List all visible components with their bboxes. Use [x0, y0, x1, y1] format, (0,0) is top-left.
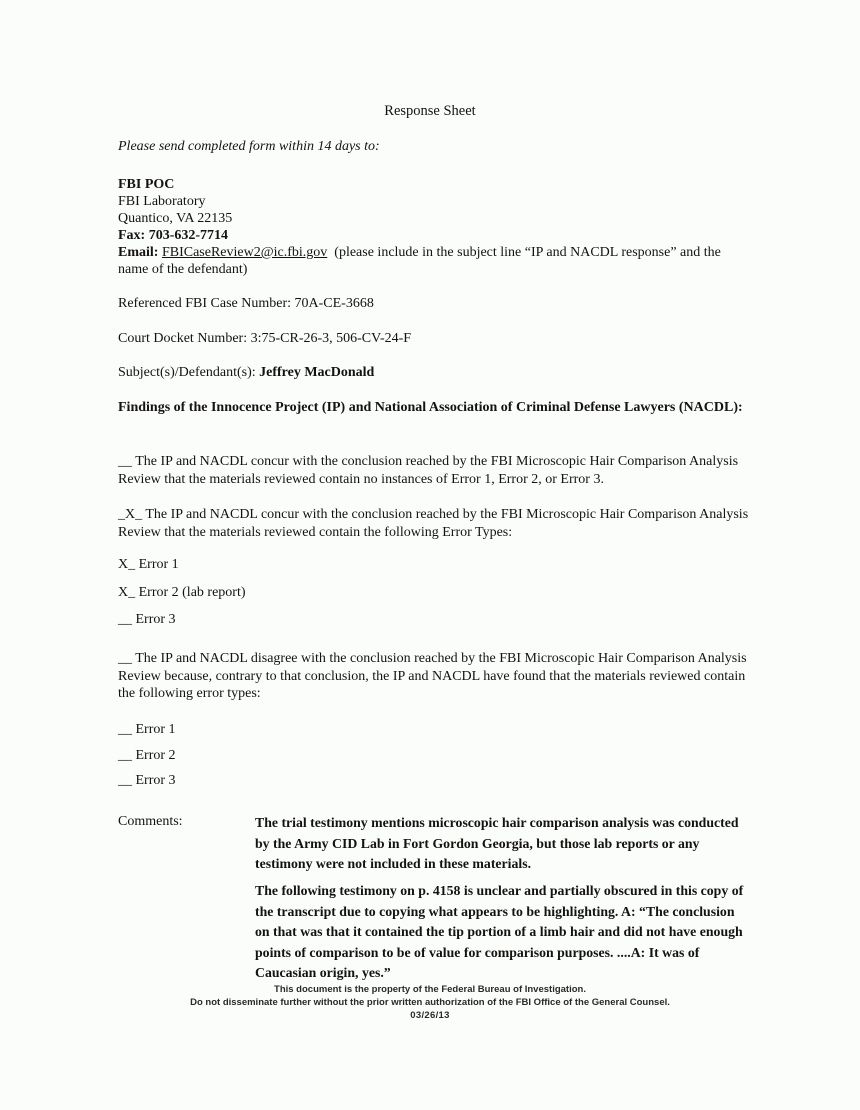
contact-org: FBI Laboratory [118, 194, 206, 209]
concur-error-list [118, 556, 750, 639]
subject-line [118, 364, 750, 382]
footer-notice [0, 983, 860, 1022]
subject-label: Subject(s)/Defendant(s): [118, 365, 256, 380]
case-number-value: 70A-CE-3668 [294, 296, 374, 311]
subject-value: Jeffrey MacDonald [259, 365, 375, 380]
email-label: Email: [118, 245, 159, 260]
docket-label: Court Docket Number: [118, 331, 248, 346]
docket-line [118, 330, 750, 348]
finding-option-concur: _X_ The IP and NACDL concur with the conclusion reached by the FBI Microscopic Hair Comparison Analysis Review that the materials reviewed contain the following Error Types: [118, 507, 749, 540]
case-number-line [118, 295, 750, 313]
email-address: FBICaseReview2@ic.fbi.gov [161, 245, 328, 260]
footer-date: 03/26/13 [410, 1010, 450, 1021]
contact-address: Quantico, VA 22135 [118, 211, 233, 226]
send-instruction: Please send completed form within 14 days to: [118, 139, 380, 154]
error-checklist-item: __ Error 3 [118, 612, 176, 627]
case-number-label: Referenced FBI Case Number: [118, 296, 291, 311]
error-checklist-item: __ Error 3 [118, 773, 176, 788]
docket-value: 3:75-CR-26-3, 506-CV-24-F [250, 331, 412, 346]
comment-paragraph: The following testimony on p. 4158 is unclear and partially obscured in this copy of the transcript due to copying what appears to be highlighting. A: “The conclusion on that was that it contained the tip portion of a limb hair and did not have enough points of comparison to be of value for comparison purposes. ....A: It was of Caucasian origin, yes.” [255, 883, 744, 980]
error-checklist-item: __ Error 2 [118, 747, 176, 763]
error-checklist-item: X_ Error 2 (lab report) [118, 584, 246, 600]
contact-fax: Fax: 703-632-7714 [118, 228, 229, 243]
findings-heading: Findings of the Innocence Project (IP) and National Association of Criminal Defense Lawyers (NACDL): [118, 400, 743, 415]
error-checklist-item: X_ Error 1 [118, 557, 179, 572]
page-title: Response Sheet [384, 103, 476, 119]
comments-label: Comments: [118, 814, 183, 829]
contact-block [118, 176, 750, 278]
email-note: (please include in the subject line “IP and NACDL response” and the name of the defendant) [118, 245, 721, 277]
error-checklist-item: __ Error 1 [118, 722, 176, 737]
footer-line: This document is the property of the Federal Bureau of Investigation. [274, 984, 586, 995]
footer-line: Do not disseminate further without the prior written authorization of the FBI Office of the General Counsel. [190, 997, 670, 1008]
contact-email-line [118, 244, 750, 278]
finding-option-disagree: __ The IP and NACDL disagree with the conclusion reached by the FBI Microscopic Hair Comparison Analysis Review because, contrary to that conclusion, the IP and NACDL have found that the materials reviewed contain the following error types: [118, 651, 747, 701]
finding-option-no-errors: __ The IP and NACDL concur with the conclusion reached by the FBI Microscopic Hair Comparison Analysis Review that the materials reviewed contain no instances of Error 1, Error 2, or Error 3. [118, 454, 739, 487]
disagree-error-list [118, 721, 750, 800]
comment-paragraph: The trial testimony mentions microscopic hair comparison analysis was conducted by the Army CID Lab in Fort Gordon Georgia, but those lab reports or any testimony were not included in these materials. [255, 815, 739, 871]
contact-poc: FBI POC [118, 177, 175, 192]
